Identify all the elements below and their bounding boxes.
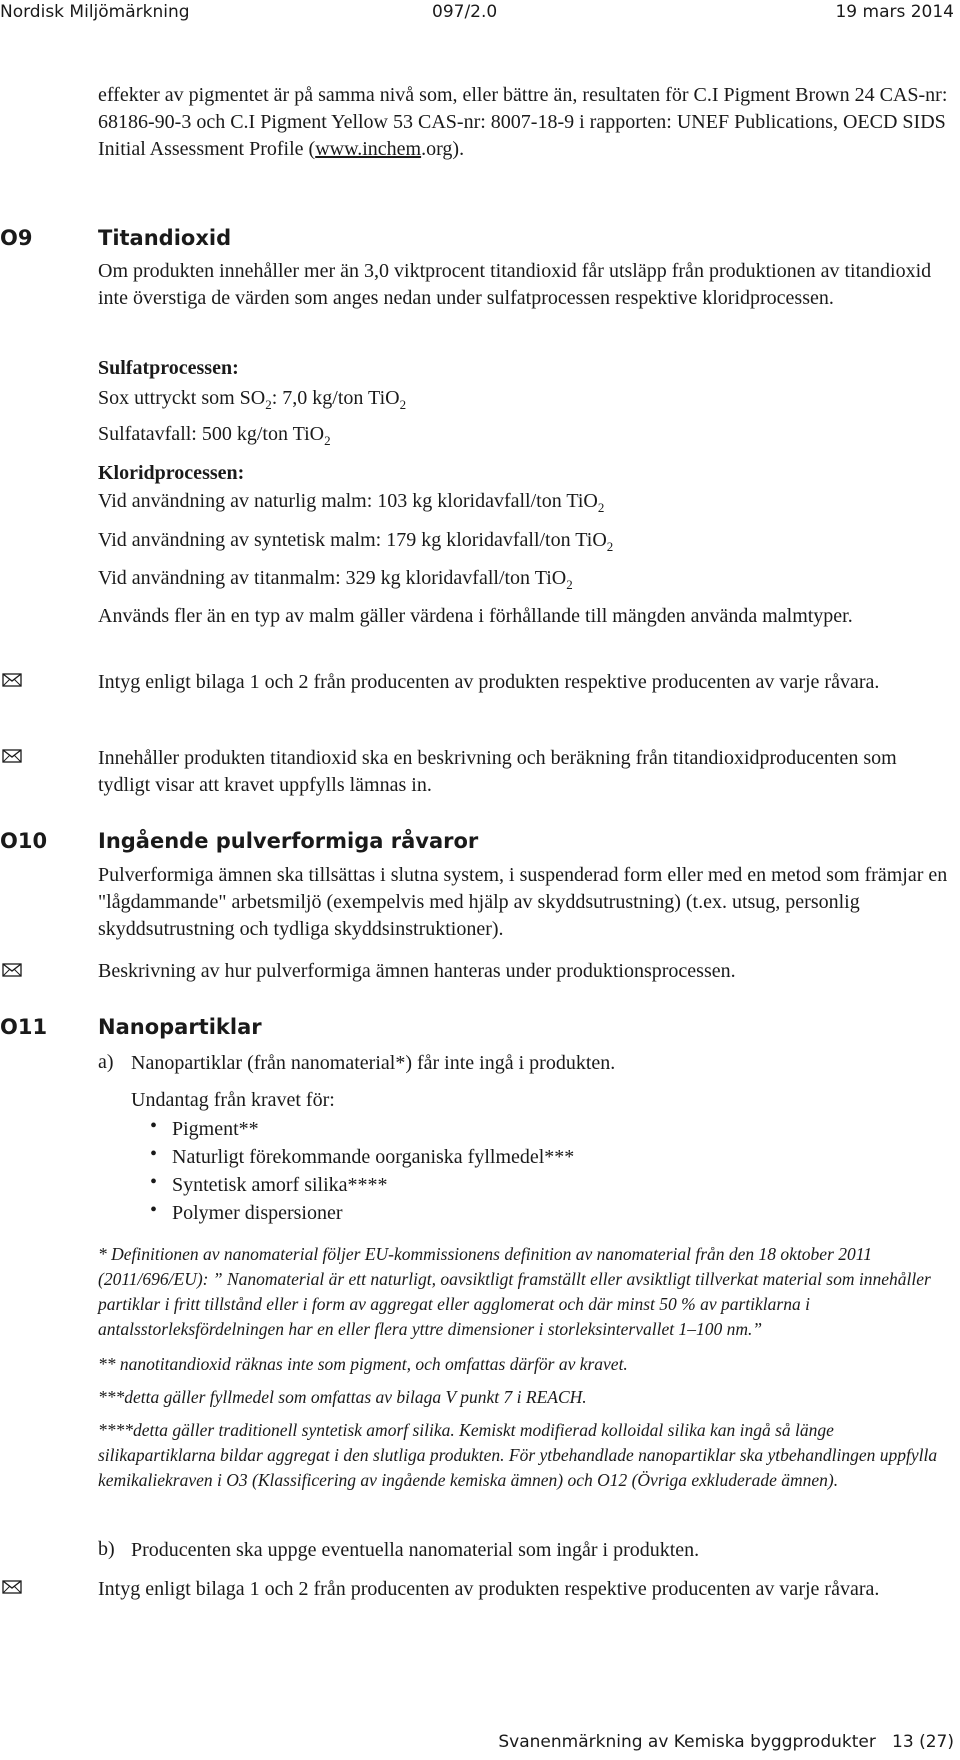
item-b-text: Producenten ska uppge eventuella nanomaterial som ingår i produkten. xyxy=(131,1539,700,1561)
bullet-item: Naturligt förekommande oorganiska fyllmedel*** xyxy=(172,1146,575,1168)
subscript: 2 xyxy=(324,433,331,448)
subscript: 2 xyxy=(265,397,272,412)
intro-paragraph xyxy=(98,82,948,163)
sox-text: Sox uttryckt som SO xyxy=(98,387,266,409)
subscript: 2 xyxy=(566,577,573,592)
footnote-3: ***detta gäller fyllmedel som omfattas av bilaga V punkt 7 i REACH. xyxy=(98,1387,587,1407)
requirement-code-o10: O10 xyxy=(0,829,48,853)
klorid-heading: Kloridprocessen: xyxy=(98,462,245,484)
requirement-code-o11: O11 xyxy=(0,1015,48,1039)
inchem-link[interactable]: www.inchem xyxy=(315,138,422,160)
naturlig-malm-line xyxy=(98,488,948,521)
section-title-titandioxid: Titandioxid xyxy=(98,226,232,250)
naturlig-text: Vid användning av naturlig malm: 103 kg kloridavfall/ton TiO xyxy=(98,490,598,512)
section-title-nanopartiklar: Nanopartiklar xyxy=(98,1015,262,1039)
requirement-code-o9: O9 xyxy=(0,226,33,250)
o9-body: Om produkten innehåller mer än 3,0 viktprocent titandioxid får utsläpp från produktionen av titandioxid inte överstiga de värden som anges nedan under sulfatprocessen respektive kloridprocessen. xyxy=(98,260,932,309)
bullet-dot: • xyxy=(150,1171,158,1193)
bullet-item: Polymer dispersioner xyxy=(172,1202,343,1224)
section-title-pulverformiga: Ingående pulverformiga råvaror xyxy=(98,829,479,853)
flera-malmtyper: Används fler än en typ av malm gäller värdena i förhållande till mängden använda malmtyper. xyxy=(98,605,853,627)
footnote-4: ****detta gäller traditionell syntetisk amorf silika. Kemiskt modifierad kolloidal silika kan ingå så länge silikapartiklarna bildar aggregat i den slutliga produkten. För ytbehandlade nanopartiklar ska ytbehandlingen uppfylla kemikaliekraven i O3 (Klassificering av ingående kemiska ämnen) och O12 (Övriga exkluderade ämnen). xyxy=(98,1420,938,1490)
syntetisk-malm-line xyxy=(98,527,948,560)
intro-text-end: .org). xyxy=(421,138,465,160)
footer-text: Svanenmärkning av Kemiska byggprodukter 13 (27) xyxy=(498,1732,954,1752)
item-a-label: a) xyxy=(98,1051,114,1073)
o10-doc: Beskrivning av hur pulverformiga ämnen hanteras under produktionsprocessen. xyxy=(98,960,736,982)
envelope-icon xyxy=(2,1580,22,1594)
subscript: 2 xyxy=(606,539,614,554)
syntetisk-text: Vid användning av syntetisk malm: 179 kg kloridavfall/ton TiO xyxy=(98,529,607,551)
subscript: 2 xyxy=(597,500,605,515)
header-center: 097/2.0 xyxy=(432,2,498,22)
o9-intyg: Intyg enligt bilaga 1 och 2 från producenten av produkten respektive producenten av varje råvara. xyxy=(98,671,880,693)
sulfatavfall-text: Sulfatavfall: 500 kg/ton TiO xyxy=(98,423,325,445)
subscript: 2 xyxy=(399,397,407,412)
item-b-label: b) xyxy=(98,1538,115,1560)
o10-body: Pulverformiga ämnen ska tillsättas i slutna system, i suspenderad form eller med en metod som främjar en "lågdammande" arbetsmiljö (exempelvis med hjälp av skyddsutrustning) (t.ex. utsug, personlig skyddsutrustning och tydliga skyddsinstruktioner). xyxy=(98,864,948,940)
bullet-item: Syntetisk amorf silika**** xyxy=(172,1174,388,1196)
envelope-icon xyxy=(2,749,22,763)
sulfat-heading: Sulfatprocessen: xyxy=(98,357,239,379)
sox-line xyxy=(98,385,948,418)
item-a-text: Nanopartiklar (från nanomaterial*) får inte ingå i produkten. xyxy=(131,1052,616,1074)
titanmalm-line xyxy=(98,565,948,598)
sulfatavfall-line xyxy=(98,421,948,454)
bullet-dot: • xyxy=(150,1115,158,1137)
envelope-icon xyxy=(2,673,22,687)
footnote-1: * Definitionen av nanomaterial följer EU-kommissionens definition av nanomaterial från den 18 oktober 2011 (2011/696/EU): ” Nanomaterial är ett naturligt, oavsiktligt framställt eller avsiktligt tillverkat material som innehåller partiklar i fritt tillstånd eller i form av aggregat eller agglomerat och där minst 50 % av partiklarna i antalsstorleksfördelningen har en eller flera yttre dimensioner i storleksintervallet 1–100 nm.” xyxy=(98,1244,931,1339)
header-right: 19 mars 2014 xyxy=(835,2,954,22)
footnote-2: ** nanotitandioxid räknas inte som pigment, och omfattas därför av kravet. xyxy=(98,1354,628,1374)
undantag-text: Undantag från kravet för: xyxy=(131,1089,335,1111)
o11-intyg: Intyg enligt bilaga 1 och 2 från producenten av produkten respektive producenten av varje råvara. xyxy=(98,1578,880,1600)
bullet-dot: • xyxy=(150,1199,158,1221)
intro-text: effekter av pigmentet är på samma nivå som, eller bättre än, resultaten för C.I Pigment Brown 24 CAS-nr: 68186-90-3 och C.I Pigment Yellow 53 CAS-nr: 8007-18-9 i rapporten: UNEF Publications, OECD SIDS Initial Assessment Profile ( xyxy=(98,84,948,160)
sox-value: : 7,0 kg/ton TiO xyxy=(271,387,400,409)
envelope-icon xyxy=(2,963,22,977)
bullet-dot: • xyxy=(150,1143,158,1165)
bullet-item: Pigment** xyxy=(172,1118,259,1140)
header-left: Nordisk Miljömärkning xyxy=(0,2,190,22)
o9-beskrivning: Innehåller produkten titandioxid ska en beskrivning och beräkning från titandioxidproducenten som tydligt visar att kravet uppfylls lämnas in. xyxy=(98,747,897,796)
titanmalm-text: Vid användning av titanmalm: 329 kg kloridavfall/ton TiO xyxy=(98,567,567,589)
